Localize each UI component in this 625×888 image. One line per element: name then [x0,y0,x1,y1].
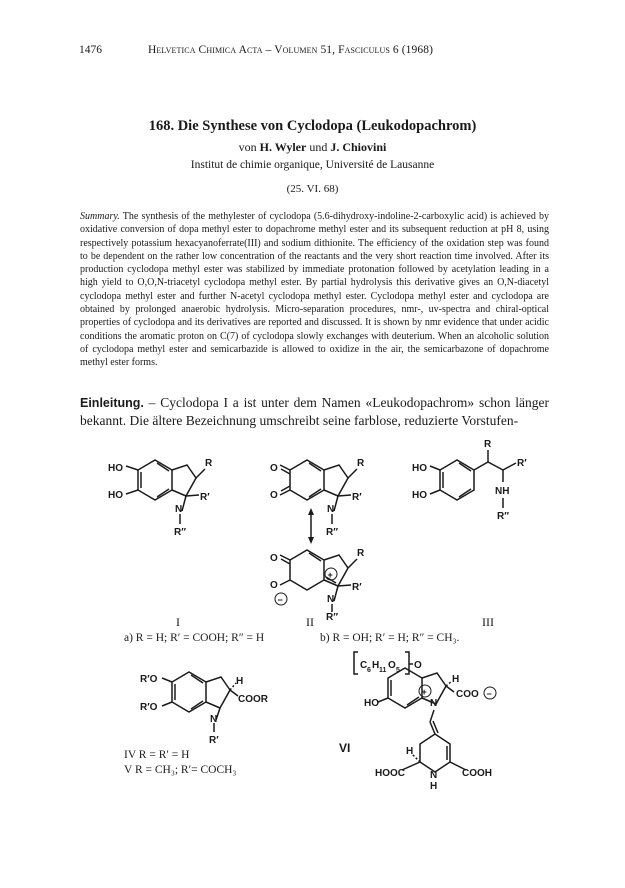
atom-ho-2: HO [412,490,427,501]
substituent-r1o-1: R′O [140,674,158,685]
summary-text: The synthesis of the methylester of cyclodopa (5.6-dihydroxy-indoline-2-carboxylic acid) is achieved by oxidative conversion of dopa methyl ester to dopachrome methyl ester and its subsequent reduction at pH 8, using respectively potassium hexacyanoferrate(III) and sodium dithionite. The efficiency of the oxidation step was found to be dependent on the rather low concentration of the reactants and the very short reaction time involved. After its production cyclodopa methyl ester was stabilized by immediate protonation followed by acetylation leading in a high yield to O,O,N-triacetyl cyclodopa methyl ester. By partial hydrolysis this derivative gives an O,N-diacetyl cyclodopa methyl ester and further N-acetyl cyclodopa methyl ester. Cyclodopa methyl ester and cyclodopa are obtained by prolonged anaerobic hydrolysis. Micro-separation procedures, nmr-, uv-spectra and chiral-optical properties of cyclodopa and its derivatives are reported and discussed. It is shown by nmr evidence that under acidic conditions the aromatic proton on C(7) of cyclodopa slowly exchanges with deuterium. When an alcoholic solution of cyclodopa methyl ester and semicarbazide is allowed to oxidize in the air, the semicarbazone of dopachrome methyl ester forms. [80,211,550,369]
group-hooc: HOOC [375,768,405,779]
authors-join: und [309,140,328,154]
substituent-r1: R′ [200,492,210,503]
charge-minus: − [486,689,492,699]
intro-text: – Cyclodopa I a ist unter dem Namen «Leukodopachrom» schon länger bekannt. Die ältere Bezeichnung umschreibt seine farblose, reduzierte Vorstufen- [80,395,549,428]
atom-o-1: O [270,463,278,474]
label-II: II [306,615,314,629]
structure-VI [354,652,496,792]
intro-heading: Einleitung. [80,396,144,410]
charge-minus: − [277,595,283,605]
atom-o-1: O [270,553,278,564]
substituent-r2: R″ [326,612,339,623]
atom-h-1: H [452,674,460,685]
substituent-r2: R″ [497,511,510,522]
atom-o-2: O [270,490,278,501]
charge-plus: + [327,570,333,580]
atom-ho-1: HO [108,463,123,474]
structure-III [412,439,527,522]
substituent-r1: R′ [352,492,362,503]
group-coor: COOR [238,694,268,705]
atom-ho-2: HO [108,490,123,501]
atom-o-2: O [270,580,278,591]
glucose-11: 11 [379,667,387,674]
page-number: 1476 [79,44,102,56]
glucose-c: C [360,660,368,671]
substituent-r1: R′ [209,735,219,746]
charge-plus: + [421,687,427,697]
label-V: V R = CH₃; R′= COCH₃ [124,764,237,776]
institute: Institut de chimie organique, Université de Lausanne [190,159,435,171]
received-date: (25. VI. 68) [286,183,339,195]
glucose-o: O [388,660,396,671]
atom-nh: NH [495,486,510,497]
substituent-r: R [484,439,492,450]
definition-a: a) R = H; R′ = COOH; R″ = H [124,632,265,644]
authors-prefix: von [238,140,257,154]
substituent-r2: R″ [174,527,187,538]
atom-ho-1: HO [412,463,427,474]
definition-b: b) R = OH; R′ = H; R″ = CH₃. [320,632,460,644]
substituent-r1o-2: R′O [140,702,158,713]
label-IV: IV R = R′ = H [124,749,190,761]
structure-IV-V [140,672,269,746]
paper-title: 168. Die Synthese von Cyclodopa (Leukodopachrom) [148,118,477,134]
substituent-r: R [357,458,365,469]
structure-I [108,458,213,538]
atom-n: N [327,594,335,605]
atom-n: N [327,504,335,515]
structure-II-zwitterion [270,548,365,623]
summary-label: Summary. [80,211,120,222]
substituent-r2: R″ [326,527,339,538]
author-1: H. Wyler [259,140,307,154]
structure-II-quinone [270,458,365,544]
running-header: Helvetica Chimica Acta – Volumen 51, Fasciculus 6 (1968) [148,44,434,56]
group-coo: COO [456,689,479,700]
glucose-5: 5 [396,667,400,674]
atom-h-3: H [430,781,438,792]
atom-n-2: N [430,770,438,781]
substituent-r: R [357,548,365,559]
label-III: III [482,615,494,629]
label-I: I [176,615,180,629]
glucose-6: 6 [367,667,371,674]
atom-n: N [175,504,183,515]
atom-h: H [236,676,244,687]
atom-o: O [414,660,422,671]
atom-ho: HO [364,698,379,709]
substituent-r1: R′ [517,458,527,469]
group-cooh: COOH [462,768,492,779]
label-VI: VI [339,741,351,755]
atom-h-2: H [406,746,414,757]
substituent-r1: R′ [352,582,362,593]
atom-n: N [210,714,218,725]
author-2: J. Chiovini [330,140,387,154]
substituent-r: R [205,458,213,469]
glucose-h: H [372,660,380,671]
atom-n-1: N [430,698,438,709]
